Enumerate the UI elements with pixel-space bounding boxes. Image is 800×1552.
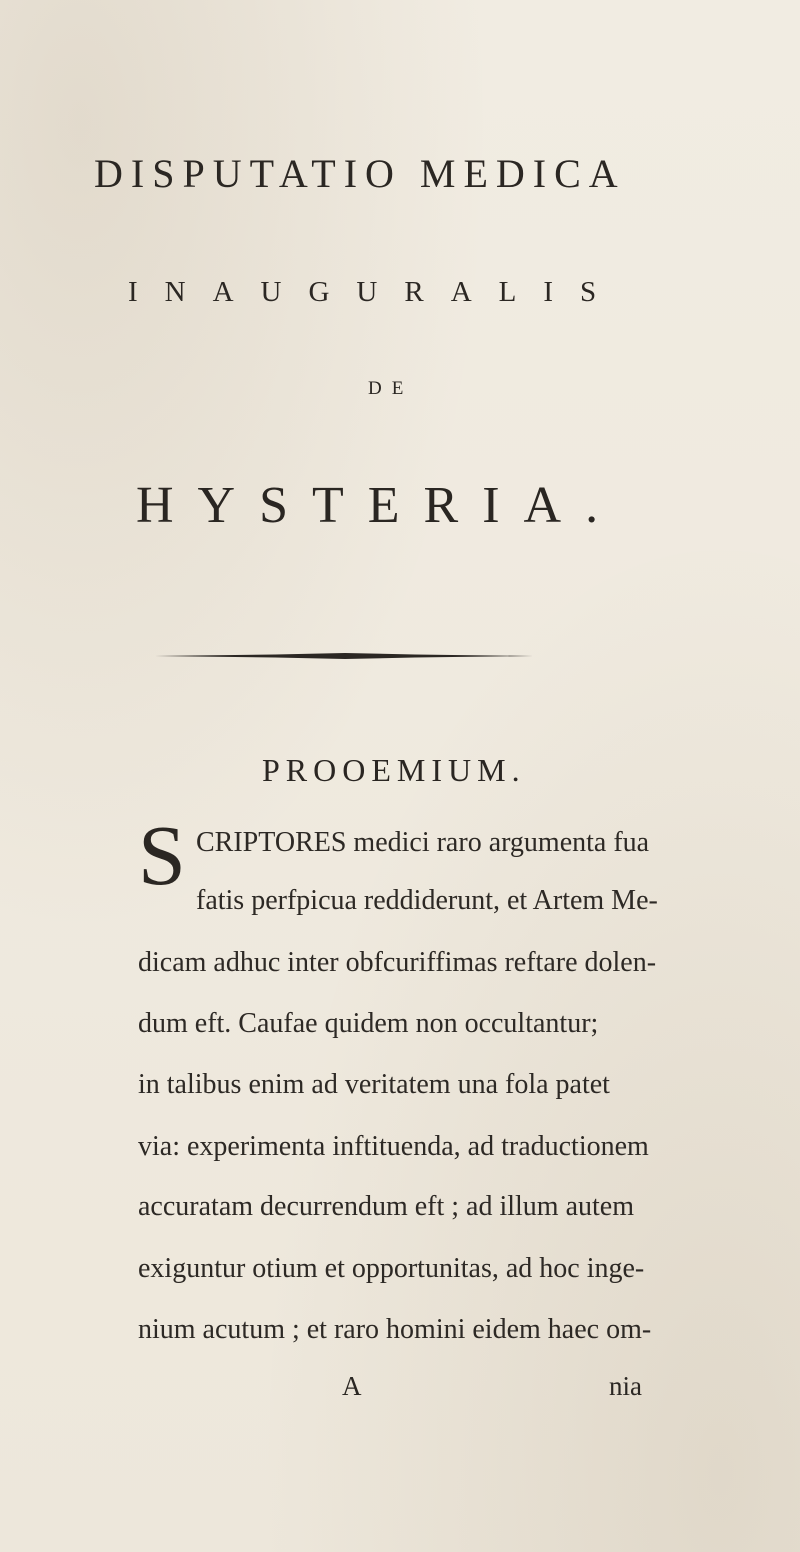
decorative-rule: [155, 652, 533, 660]
body-line: dum eft. Caufae quidem non occultantur;: [138, 1008, 599, 1039]
title-line-hysteria: HYSTERIA.: [136, 477, 623, 534]
signature-mark: A: [342, 1371, 362, 1401]
drop-cap: S: [138, 807, 186, 903]
body-line: fatis perfpicua reddiderunt, et Artem Me-: [196, 885, 658, 916]
title-line-inauguralis: INAUGURALIS: [128, 276, 624, 308]
body-line: in talibus enim ad veritatem una fola patet: [138, 1069, 610, 1100]
title-line-de: DE: [368, 378, 414, 399]
title-line-disputatio-medica: DISPUTATIO MEDICA: [94, 151, 626, 196]
body-line: accuratam decurrendum eft ; ad illum autem: [138, 1191, 635, 1222]
body-line: nium acutum ; et raro homini eidem haec om-: [138, 1314, 652, 1345]
body-line: CRIPTORES medici raro argumenta fua: [196, 827, 650, 858]
body-line: via: experimenta inftituenda, ad traductionem: [138, 1131, 649, 1162]
body-line: exiguntur otium et opportunitas, ad hoc inge-: [138, 1253, 645, 1284]
section-heading: PROOEMIUM.: [262, 752, 526, 788]
body-line: dicam adhuc inter obfcuriffimas reftare dolen-: [138, 947, 657, 978]
catchword: nia: [609, 1371, 642, 1401]
